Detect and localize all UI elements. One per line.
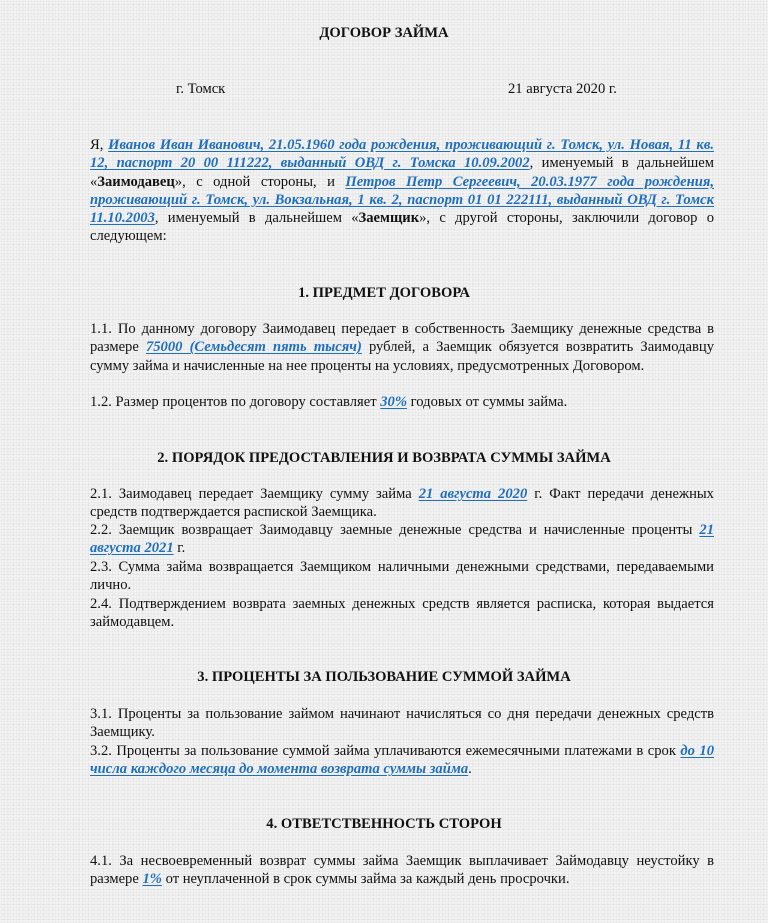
borrower-role: Заемщик (358, 210, 420, 227)
clause-2-2 (90, 521, 714, 558)
lender-details: Иванов Иван Иванович, 21.05.1960 года рождения, проживающий г. Томск, ул. Новая, 11 кв. 12, паспорт 20 00 111222, выданный ОВД г. Томска 10.09.2002 (90, 137, 715, 172)
clause-2-4: 2.4. Подтверждением возврата заемных денежных средств является расписка, которая выдается займодавцем. (90, 596, 714, 631)
clause-text: от неуплаченной в срок суммы займа за каждый день просрочки. (161, 871, 570, 888)
clause-1-2 (90, 393, 714, 411)
clause-text: годовых от суммы займа. (407, 394, 568, 410)
clause-text: рублей, а Заемщик обязуется возвратить Заимодавцу сумму займа и начисленные на нее проценты на условиях, предусмотренных Договором. (90, 339, 714, 374)
document-title: ДОГОВОР ЗАЙМА (319, 25, 449, 41)
section-1-title: 1. ПРЕДМЕТ ДОГОВОРА (298, 285, 470, 301)
loan-amount: 75000 (Семьдесят пять тысяч) (145, 339, 362, 356)
clause-4-1 (90, 852, 714, 889)
clause-text: г. (173, 540, 186, 557)
section-4-title: 4. ОТВЕТСТВЕННОСТЬ СТОРОН (266, 816, 502, 832)
clause-text: 2.2. Заемщик возвращает Заимодавцу заемные денежные средства и начисленные проценты (90, 522, 700, 538)
clause-1-1 (90, 320, 714, 375)
section-2-title: 2. ПОРЯДОК ПРЕДОСТАВЛЕНИЯ И ВОЗВРАТА СУММЫ ЗАЙМА (157, 450, 611, 466)
clause-text: 3.2. Проценты за пользование суммой займа уплачиваются ежемесячными платежами в срок (90, 743, 681, 759)
section-3-title: 3. ПРОЦЕНТЫ ЗА ПОЛЬЗОВАНИЕ СУММОЙ ЗАЙМА (197, 669, 571, 685)
intro-paragraph (90, 136, 714, 246)
lender-role: Заимодавец (97, 173, 175, 190)
clause-text: . (468, 761, 472, 778)
city: г. Томск (176, 81, 226, 97)
borrower-details: Петров Петр Сергеевич, 20.03.1977 года рождения, проживающий г. Томск, ул. Вокзальная, 1 кв. 2, паспорт 01 01 222111, выданный ОВД г. Томск 11.10.2003 (90, 173, 714, 227)
interest-rate: 30% (380, 394, 408, 410)
date: 21 августа 2020 г. (508, 81, 617, 97)
clause-3-2 (90, 742, 714, 779)
clause-text: 1.1. По данному договору Заимодавец передает в собственность Заемщику денежные средства в размере (90, 321, 714, 356)
intro-text: , именуемый в дальнейшем « (90, 155, 715, 190)
clause-3-1: 3.1. Проценты за пользование займом начинают начисляться со дня передачи денежных средств Заемщику. (90, 706, 714, 741)
clause-text: 4.1. За несвоевременный возврат суммы займа Заемщик выплачивает Займодавцу неустойку в размере (90, 853, 714, 888)
clause-2-1 (90, 485, 714, 522)
clause-text: 2.1. Заимодавец передает Заемщику сумму займа (90, 486, 419, 502)
issue-date: 21 августа 2020 (418, 486, 528, 502)
intro-text: », с другой стороны, заключили договор о следующем: (90, 210, 714, 245)
clause-text: 1.2. Размер процентов по договору составляет (90, 394, 381, 410)
payment-term: до 10 числа каждого месяца до момента возврата суммы займа (90, 743, 714, 778)
intro-text: Я, (90, 137, 109, 153)
return-date: 21 августа 2021 (90, 522, 714, 557)
clause-2-3: 2.3. Сумма займа возвращается Заемщиком наличными денежными средствами, передаваемыми лично. (90, 559, 714, 594)
intro-text: , именуемый в дальнейшем « (154, 210, 359, 227)
intro-text: », с одной стороны, и (174, 173, 346, 190)
penalty-rate: 1% (142, 871, 162, 888)
clause-text: г. Факт передачи денежных средств подтверждается распиской Заемщика. (90, 486, 714, 521)
